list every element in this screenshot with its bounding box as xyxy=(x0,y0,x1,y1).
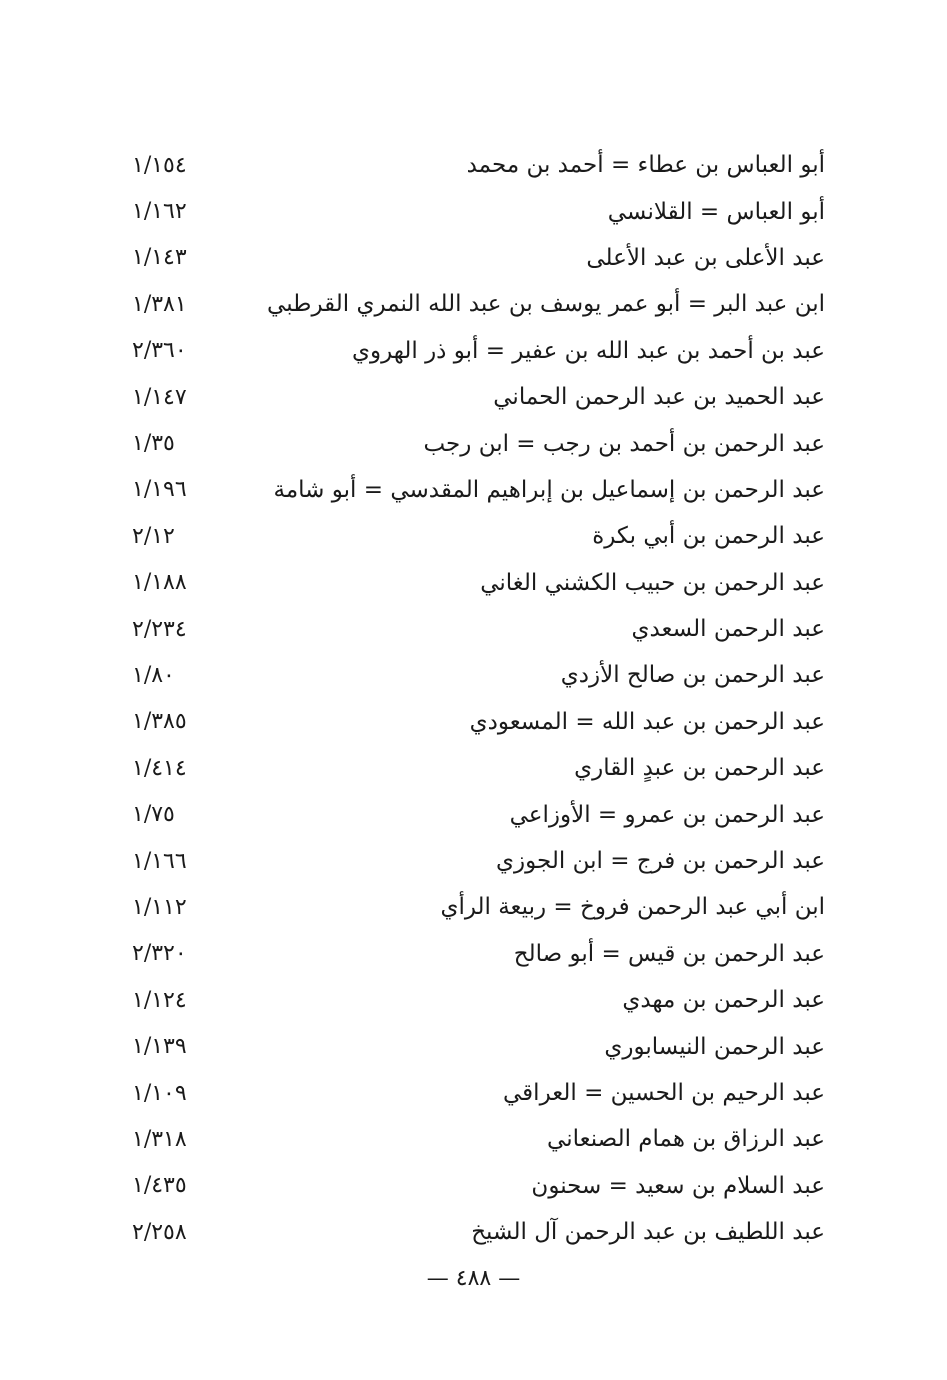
entry-page-ref: ١/١٣٩ xyxy=(132,1034,187,1060)
page-number: — ٤٨٨ — xyxy=(426,1266,521,1291)
entry-name: أبو العباس بن عطاء = أحمد بن محمد xyxy=(466,152,825,179)
entry-page-ref: ٢/٢٥٨ xyxy=(132,1219,187,1245)
index-entry xyxy=(120,1209,825,1255)
entry-page-ref: ١/٤١٤ xyxy=(132,755,187,781)
index-entry xyxy=(120,328,825,374)
entry-page-ref: ١/٧٥ xyxy=(132,802,175,828)
index-entry xyxy=(120,838,825,884)
entry-name: عبد الأعلى بن عبد الأعلى xyxy=(586,244,825,271)
entry-name: عبد اللطيف بن عبد الرحمن آل الشيخ xyxy=(471,1219,825,1246)
index-entry xyxy=(120,606,825,652)
index-entry xyxy=(120,745,825,791)
entry-name: عبد الرحمن بن مهدي xyxy=(622,987,825,1014)
index-entry xyxy=(120,884,825,930)
index-entry xyxy=(120,374,825,420)
index-entry xyxy=(120,235,825,281)
index-entry xyxy=(120,513,825,559)
entry-page-ref: ١/٣٥ xyxy=(132,431,175,457)
index-entry xyxy=(120,699,825,745)
index-entry xyxy=(120,1163,825,1209)
entry-name: عبد السلام بن سعيد = سحنون xyxy=(531,1172,825,1199)
index-entry xyxy=(120,1116,825,1162)
entry-name: عبد بن أحمد بن عبد الله بن عفير = أبو ذر الهروي xyxy=(351,337,825,364)
entry-name: عبد الرحمن بن قيس = أبو صالح xyxy=(513,940,825,967)
entry-name: عبد الرحمن بن فرج = ابن الجوزي xyxy=(496,848,825,875)
entry-page-ref: ١/١٩٦ xyxy=(132,477,187,503)
index-entry xyxy=(120,791,825,837)
entry-page-ref: ١/١١٢ xyxy=(132,894,187,920)
index-entry xyxy=(120,188,825,234)
entry-page-ref: ١/١٤٣ xyxy=(132,245,187,271)
index-entry xyxy=(120,467,825,513)
entry-page-ref: ١/١٦٦ xyxy=(132,848,187,874)
entry-name: ابن أبي عبد الرحمن فروخ = ربيعة الرأي xyxy=(440,894,825,921)
entry-name: عبد الرحمن بن حبيب الكشني الغاني xyxy=(480,569,825,596)
entry-name: عبد الرحيم بن الحسين = العراقي xyxy=(503,1080,825,1106)
index-entry xyxy=(120,652,825,698)
entry-page-ref: ١/٨٠ xyxy=(132,662,175,688)
entry-page-ref: ١/٤٣٥ xyxy=(132,1173,187,1199)
index-entry xyxy=(120,142,825,188)
index-entry xyxy=(120,420,825,466)
entry-name: عبد الرحمن بن عبدٍ القاري xyxy=(574,755,825,782)
entry-page-ref: ١/١٦٢ xyxy=(132,199,187,225)
index-entry xyxy=(120,931,825,977)
entry-page-ref: ١/٣١٨ xyxy=(132,1126,187,1152)
entry-page-ref: ٢/١٢ xyxy=(132,523,175,549)
index-entry xyxy=(120,977,825,1023)
entry-name: عبد الرحمن السعدي xyxy=(631,616,825,643)
index-entry xyxy=(120,1070,825,1116)
entry-page-ref: ١/١٨٨ xyxy=(132,570,187,596)
entry-name: ابن عبد البر = أبو عمر يوسف بن عبد الله النمري القرطبي xyxy=(267,291,825,318)
entry-name: عبد الرحمن بن أبي بكرة xyxy=(592,523,825,550)
entry-name: عبد الرحمن بن صالح الأزدي xyxy=(560,662,825,689)
index-entry xyxy=(120,281,825,327)
index-entry xyxy=(120,1023,825,1069)
entry-page-ref: ٢/٣٢٠ xyxy=(132,941,187,967)
entry-name: عبد الرزاق بن همام الصنعاني xyxy=(547,1126,825,1153)
entry-name: عبد الرحمن بن أحمد بن رجب = ابن رجب xyxy=(423,430,825,457)
entry-page-ref: ٢/٣٦٠ xyxy=(132,338,187,364)
entry-page-ref: ١/١٠٩ xyxy=(132,1080,187,1106)
entry-name: أبو العباس = القلانسي xyxy=(607,198,825,225)
entry-page-ref: ٢/٢٣٤ xyxy=(132,616,187,642)
entry-name: عبد الرحمن بن إسماعيل بن إبراهيم المقدسي = أبو شامة xyxy=(273,476,825,503)
entry-name: عبد الرحمن بن عبد الله = المسعودي xyxy=(469,708,825,735)
index-list xyxy=(120,142,825,1255)
entry-page-ref: ١/١٥٤ xyxy=(132,152,187,178)
entry-name: عبد الحميد بن عبد الرحمن الحماني xyxy=(493,384,825,411)
index-entry xyxy=(120,560,825,606)
entry-page-ref: ١/١٤٧ xyxy=(132,384,187,410)
entry-page-ref: ١/٣٨١ xyxy=(132,291,187,317)
entry-name: عبد الرحمن بن عمرو = الأوزاعي xyxy=(509,801,825,828)
entry-page-ref: ١/١٢٤ xyxy=(132,987,187,1013)
entry-name: عبد الرحمن النيسابوري xyxy=(604,1033,825,1060)
entry-page-ref: ١/٣٨٥ xyxy=(132,709,187,735)
